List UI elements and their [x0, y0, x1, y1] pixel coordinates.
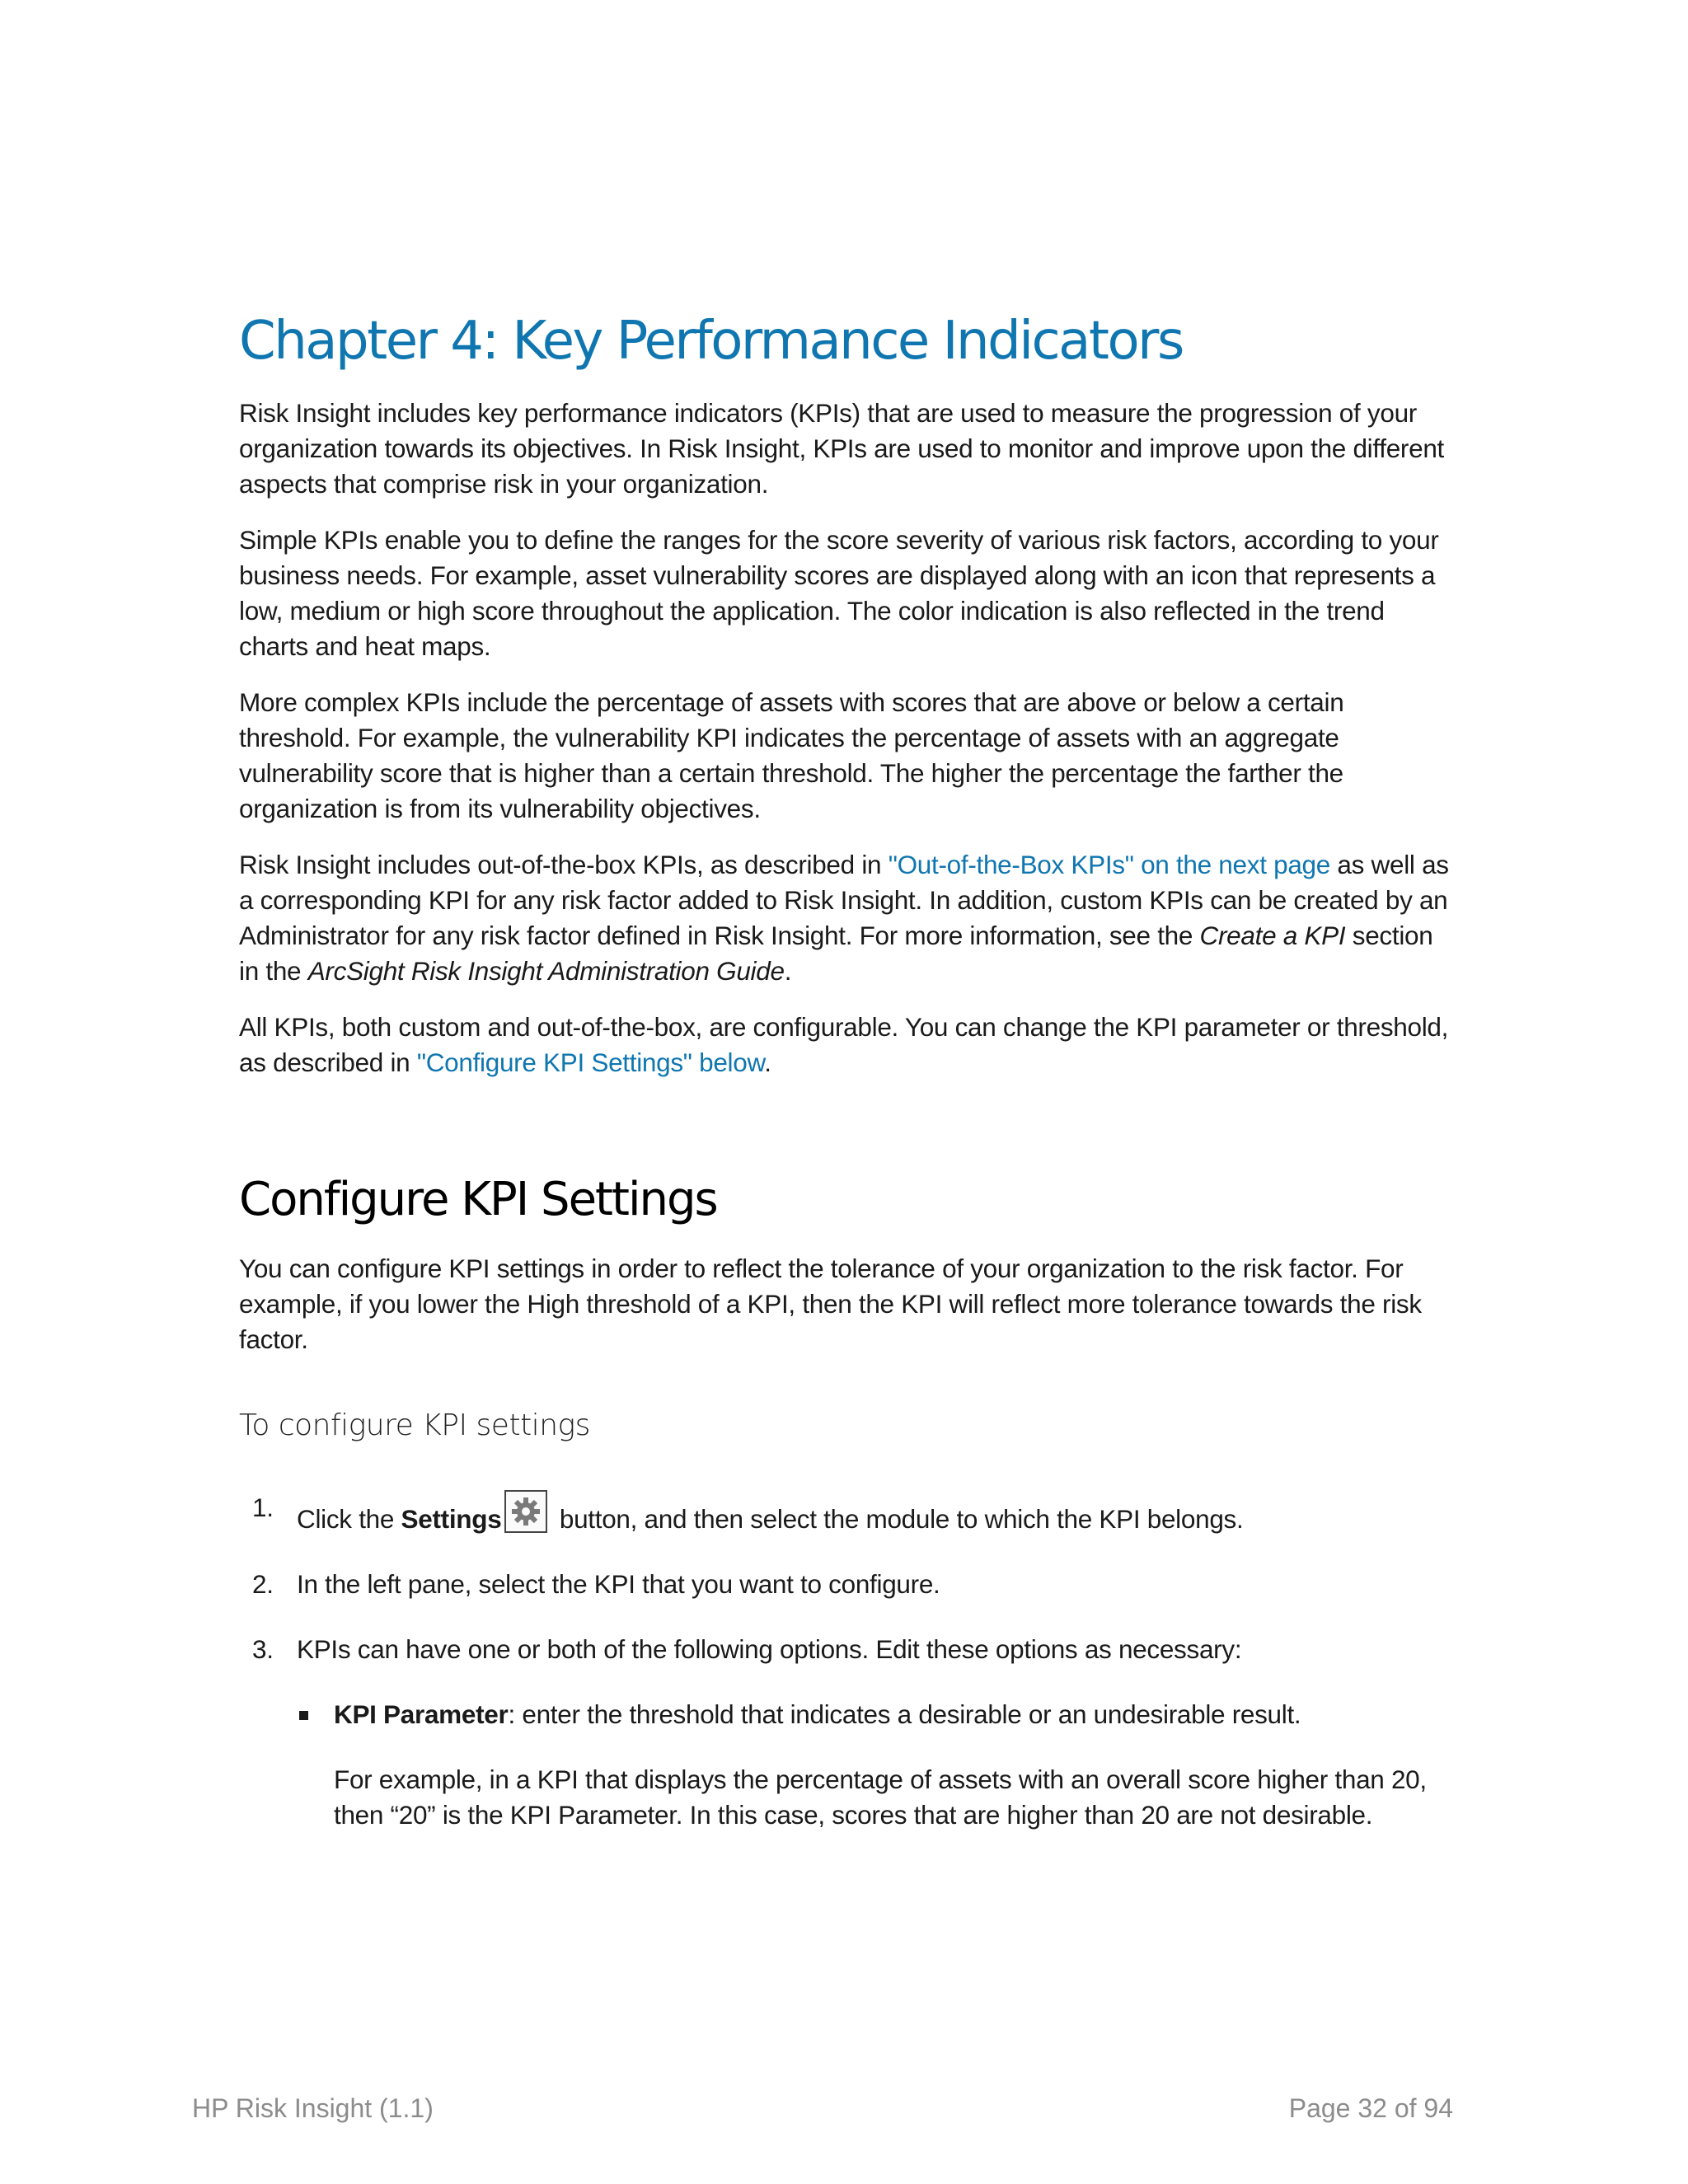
footer-page-number: Page 32 of 94 [1288, 2093, 1453, 2123]
p5-text-end: . [764, 1047, 771, 1077]
kpi-options-list [239, 1697, 1451, 1833]
configure-kpi-settings-link[interactable]: "Configure KPI Settings" below [416, 1047, 765, 1077]
p4-text-before-link: Risk Insight includes out-of-the-box KPIs, as described in [239, 849, 889, 879]
footer-product: HP Risk Insight (1.1) [192, 2093, 434, 2123]
step-1-text-after: button, and then select the module to which the KPI belongs. [552, 1503, 1244, 1534]
kpi-parameter-text: : enter the threshold that indicates a desirable or an undesirable result. [508, 1699, 1301, 1729]
out-of-the-box-kpis-link[interactable]: "Out-of-the-Box KPIs" on the next page [888, 849, 1330, 879]
page-footer [192, 2093, 1453, 2124]
create-kpi-reference: Create a KPI [1199, 920, 1346, 950]
kpi-parameter-option [239, 1697, 1451, 1833]
procedure-steps [239, 1490, 1451, 1833]
step-number: 2. [252, 1568, 274, 1599]
section-title-configure: Configure KPI Settings [239, 1172, 717, 1226]
intro-paragraph-3: More complex KPIs include the percentage of assets with scores that are above or below a certain threshold. For example, the vulnerability KPI indicates the percentage of assets with an aggregate vulnerability score that is higher than a certain threshold. The higher the percentage the farther the organization is from its vulnerability objectives. [239, 687, 1344, 823]
page-content [239, 312, 1451, 1863]
p4-text-after-link: as well as a corresponding KPI for any risk factor added to Risk Insight. In addition, custom KPIs can be created by an Administrator for any risk factor defined in Risk Insight. For more information, see the [239, 849, 1449, 950]
step-1 [239, 1490, 1451, 1537]
bullet-square-icon [299, 1711, 308, 1720]
settings-label: Settings [401, 1503, 502, 1534]
step-number: 1. [252, 1492, 274, 1522]
step-3 [239, 1632, 1451, 1833]
p4-text-middle: section in the [239, 920, 1433, 986]
admin-guide-reference: ArcSight Risk Insight Administration Guide [307, 955, 785, 986]
p5-text-before-link: All KPIs, both custom and out-of-the-box, are configurable. You can change the KPI parameter or threshold, as described in [239, 1011, 1449, 1077]
step-1-text-before: Click the [297, 1503, 401, 1534]
p4-text-end: . [784, 955, 792, 986]
step-2-text: In the left pane, select the KPI that you want to configure. [297, 1568, 940, 1599]
procedure-title: To configure KPI settings [239, 1408, 590, 1442]
intro-paragraph-2: Simple KPIs enable you to define the ranges for the score severity of various risk factors, according to your business needs. For example, asset vulnerability scores are displayed along with an icon that represents a low, medium or high score throughout the application. The color indication is also reflected in the trend charts and heat maps. [239, 524, 1439, 661]
kpi-parameter-description [334, 1697, 1451, 1732]
step-2 [239, 1567, 1451, 1602]
kpi-parameter-label: KPI Parameter [334, 1699, 509, 1729]
intro-paragraph-5 [239, 1010, 1451, 1080]
intro-paragraph-4 [239, 847, 1451, 989]
configure-paragraph: You can configure KPI settings in order to reflect the tolerance of your organization to the risk factor. For example, if you lower the High threshold of a KPI, then the KPI will reflect more tolerance towards the risk factor. [239, 1253, 1422, 1354]
chapter-title: Chapter 4: Key Performance Indicators [239, 311, 1183, 372]
intro-paragraph-1: Risk Insight includes key performance indicators (KPIs) that are used to measure the progression of your organization towards its objectives. In Risk Insight, KPIs are used to monitor and improve upon the different aspects that comprise risk in your organization. [239, 397, 1445, 499]
settings-gear-icon [504, 1490, 547, 1533]
step-3-text: KPIs can have one or both of the following options. Edit these options as necessary: [297, 1633, 1242, 1664]
kpi-parameter-example: For example, in a KPI that displays the percentage of assets with an overall score higher than 20, then “20” is the KPI Parameter. In this case, scores that are higher than 20 are not desirable. [334, 1764, 1427, 1830]
step-number: 3. [252, 1633, 274, 1664]
